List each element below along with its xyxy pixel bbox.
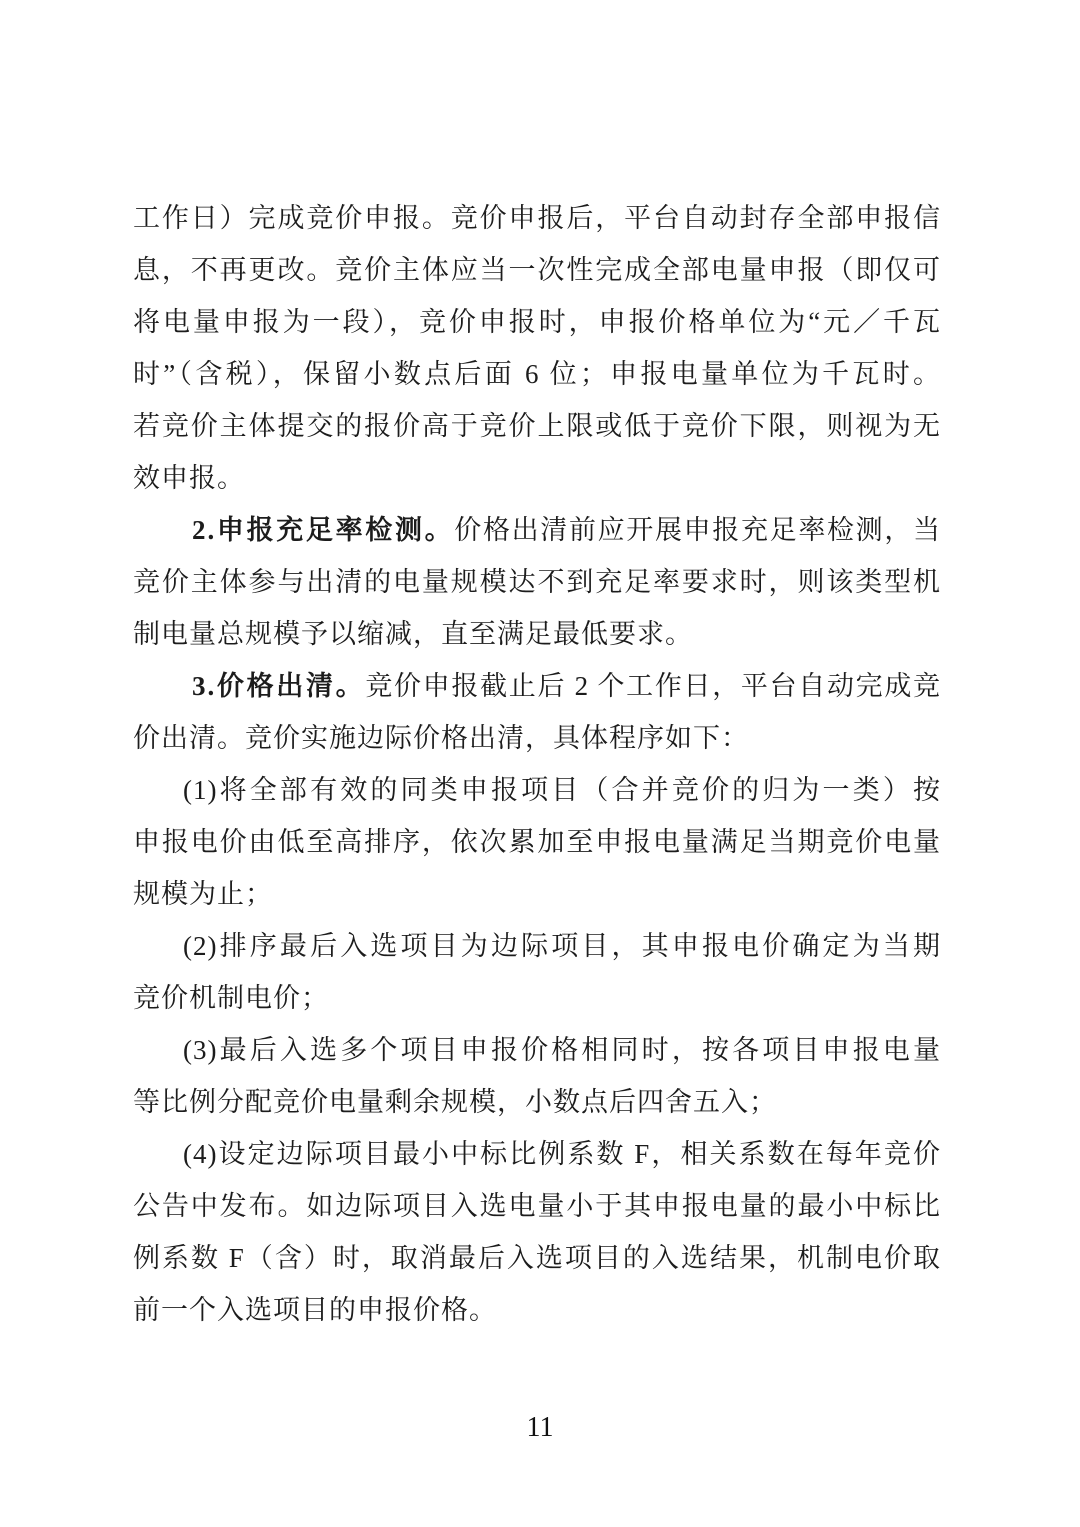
text-line xyxy=(133,1128,941,1180)
text-line xyxy=(133,504,941,556)
text-line xyxy=(133,608,941,660)
text-line xyxy=(133,556,941,608)
text-run: 效申报。 xyxy=(133,463,245,493)
text-line xyxy=(133,920,941,972)
text-line xyxy=(133,452,941,504)
text-run: 价出清。竞价实施边际价格出清，具体程序如下： xyxy=(133,723,749,753)
text-run: 价格出清前应开展申报充足率检测，当 xyxy=(454,515,941,545)
text-run: 竞价申报截止后 2 个工作日，平台自动完成竞 xyxy=(365,671,941,701)
text-line xyxy=(133,296,941,348)
text-run: 公告中发布。如边际项目入选电量小于其申报电量的最小中标比 xyxy=(133,1191,941,1221)
text-line xyxy=(133,1076,941,1128)
bold-run: 2.申报充足率检测。 xyxy=(192,515,455,545)
text-line xyxy=(133,660,941,712)
bold-run: 3.价格出清。 xyxy=(192,671,366,701)
page-number: 11 xyxy=(526,1412,554,1443)
text-run: 制电量总规模予以缩减，直至满足最低要求。 xyxy=(133,619,693,649)
text-run: 竞价机制电价； xyxy=(133,983,329,1013)
text-run: 例系数 F（含）时，取消最后入选项目的入选结果，机制电价取 xyxy=(133,1243,941,1273)
text-run: (4)设定边际项目最小中标比例系数 F，相关系数在每年竞价 xyxy=(183,1139,941,1169)
text-line xyxy=(133,348,941,400)
text-line xyxy=(133,192,941,244)
text-run: (1)将全部有效的同类申报项目（合并竞价的归为一类）按 xyxy=(183,775,941,805)
text-line xyxy=(133,972,941,1024)
text-line xyxy=(133,868,941,920)
text-line xyxy=(133,400,941,452)
text-line xyxy=(133,1180,941,1232)
text-run: 规模为止； xyxy=(133,879,273,909)
text-run: 申报电价由低至高排序，依次累加至申报电量满足当期竞价电量 xyxy=(133,827,941,857)
text-line xyxy=(133,244,941,296)
text-line xyxy=(133,1024,941,1076)
text-run: 息，不再更改。竞价主体应当一次性完成全部电量申报（即仅可 xyxy=(133,255,941,285)
document-body xyxy=(133,192,941,1336)
text-line xyxy=(133,816,941,868)
text-run: 时”（含税），保留小数点后面 6 位；申报电量单位为千瓦时。 xyxy=(133,359,941,389)
text-line xyxy=(133,1284,941,1336)
text-line xyxy=(133,764,941,816)
text-run: (3)最后入选多个项目申报价格相同时，按各项目申报电量 xyxy=(183,1035,941,1065)
text-line xyxy=(133,712,941,764)
text-line xyxy=(133,1232,941,1284)
text-run: (2)排序最后入选项目为边际项目，其申报电价确定为当期 xyxy=(183,931,941,961)
text-run: 前一个入选项目的申报价格。 xyxy=(133,1295,497,1325)
text-run: 将电量申报为一段），竞价申报时，申报价格单位为“元／千瓦 xyxy=(133,307,941,337)
text-run: 若竞价主体提交的报价高于竞价上限或低于竞价下限，则视为无 xyxy=(133,411,941,441)
text-run: 工作日）完成竞价申报。竞价申报后，平台自动封存全部申报信 xyxy=(133,203,941,233)
text-run: 等比例分配竞价电量剩余规模，小数点后四舍五入； xyxy=(133,1087,777,1117)
text-run: 竞价主体参与出清的电量规模达不到充足率要求时，则该类型机 xyxy=(133,567,941,597)
